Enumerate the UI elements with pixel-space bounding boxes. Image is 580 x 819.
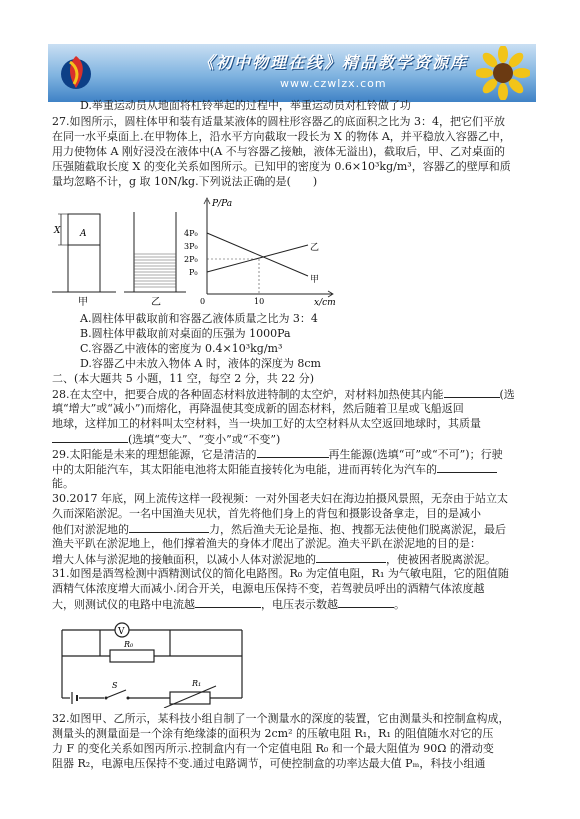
q27-line-5: 量均忽略不计，g 取 10N/kg.下列说法正确的是( ): [52, 175, 318, 188]
q28-line-1: 28.在太空中，把要合成的各种固态材料放进特制的太空炉，对材料加热使其内能 (选: [52, 388, 515, 401]
x-tick-0: 0: [200, 297, 206, 306]
q31-line-1: 31.如图是酒驾检测中酒精测试仪的简化电路图。R₀ 为定值电阻，R₁ 为气敏电阻，它的阻值随: [52, 567, 509, 580]
q27-line-4: 压强随截取长度 X 的变化关系如图所示。已知甲的密度为 0.6×10³kg/m³，容器乙的壁厚和质: [52, 160, 511, 173]
label-jia: 甲: [78, 297, 88, 308]
y-tick-4p0: 4P₀: [184, 229, 198, 238]
q27-option-a: A.圆柱体甲截取前和容器乙液体质量之比为 3：4: [80, 312, 318, 325]
y-tick-3p0: 3P₀: [184, 242, 198, 251]
q28-line-2: 填“增大”或“减小”)而熔化，再降温使其变成新的固态材料，然后随着卫星或飞船返回: [52, 402, 464, 415]
q31-blank-2: [338, 597, 394, 608]
label-x: X: [54, 226, 61, 236]
q27-option-d: D.容器乙中未放入物体 A 时，液体的深度为 8cm: [80, 357, 321, 370]
cylinder-jia: [68, 214, 100, 292]
section-2-heading: 二、(本大题共 5 小题，11 空，每空 2 分，共 22 分): [52, 372, 315, 385]
q30-line-4: 渔夫平趴在淤泥地上，他们撑着渔夫的身体才爬出了淤泥。渔夫平趴在淤泥地的目的是：: [52, 537, 481, 550]
q29-blank-1: [257, 447, 329, 458]
q27-line-3: 用力使物体 A 刚好浸没在液体中(A 不与容器乙接触，液体无溢出)，截取后，甲、乙对桌面的: [52, 145, 505, 158]
q27-line-1: 27.如图所示，圆柱体甲和装有适量某液体的圆柱形容器乙的底面积之比为 3：4，把它们平放: [52, 115, 505, 128]
switch-label: S: [112, 681, 118, 690]
q31-blank-1: [195, 597, 261, 608]
r0-label: R₀: [124, 640, 134, 649]
q30-blank-1: [129, 522, 209, 533]
x-tick-10: 10: [254, 297, 265, 306]
q32-line-2: 测量头的测量面是一个涂有绝缘漆的面积为 2cm² 的压敏电阻 R₁，R₁ 的阻值随水对它的压: [52, 727, 494, 740]
q27-line-2: 在同一水平桌面上.在甲物体上，沿水平方向截取一段长为 X 的物体 A，并平稳放入容器乙中，: [52, 130, 511, 143]
banner-title: 《初中物理在线》精品教学资源库: [198, 53, 469, 72]
q27-option-c: C.容器乙中液体的密度为 0.4×10³kg/m³: [80, 342, 283, 355]
q28-blank-2: [52, 432, 128, 443]
q29-line-2: 中的太阳能汽车，其太阳能电池将太阳能直接转化为电能，进而再转化为汽车的: [52, 462, 542, 477]
q30-line-2: 久而深陷淤泥。一名中国渔夫见状，首先将他们身上的背包和摄影设备拿走，目的是减小: [52, 507, 481, 520]
q28-line-4: (选填“变大”、“变小”或“不变”): [52, 432, 542, 447]
line-label-yi: 乙: [310, 243, 320, 253]
r1-label: R₁: [192, 679, 202, 688]
header-banner: [48, 44, 536, 102]
q31-line-3: 大，则测试仪的电路中电流越 ，电压表示数越 。: [52, 598, 405, 611]
y-tick-2p0: 2P₀: [184, 255, 198, 264]
q27-option-b: B.圆柱体甲截取前对桌面的压强为 1000Pa: [80, 327, 291, 340]
q30-line-3: 他们对淤泥地的 力，然后渔夫无论是拖、抱、拽都无法使他们脱离淤泥，最后: [52, 523, 506, 536]
line-jia: [207, 233, 308, 276]
label-a: A: [80, 229, 87, 239]
resistor-r0: [110, 650, 154, 662]
q29-line-3: 能。: [52, 477, 74, 490]
q26-option-d: D.举重运动员从地面将杠铃举起的过程中，举重运动员对杠铃做了功: [80, 99, 411, 112]
x-axis-label: x/cm: [314, 298, 336, 308]
q32-line-4: 阻器 R₂，电源电压保持不变.通过电路调节，可使控制盒的功率达最大值 Pₘ，科技小组通: [52, 757, 486, 770]
voltmeter-label: V: [118, 627, 125, 637]
alcohol-tester-circuit: [60, 612, 250, 708]
switch-icon: [106, 690, 126, 698]
q30-line-5: 增大人体与淤泥地的接触面积，以减小人体对淤泥地的 ，使被困者脱离淤泥。: [52, 553, 496, 566]
q32-line-3: 力 F 的变化关系如图丙所示.控制盒内有一个定值电阻 R₀ 和一个最大阻值为 90Ω 的滑动变: [52, 742, 494, 755]
container-yi: [134, 212, 176, 292]
q31-line-2: 酒精气体浓度增大而减小.闭合开关，电源电压保持不变，若驾驶员呼出的酒精气体浓度越: [52, 582, 485, 595]
label-yi: 乙: [151, 297, 161, 308]
q30-blank-2: [316, 552, 386, 563]
q30-line-1: 30.2017 年底，网上流传这样一段视频：一对外国老夫妇在海边拍摄风景照，无奈由于站立太: [52, 492, 508, 505]
resistor-r1: [170, 692, 210, 704]
q28-blank-1: [444, 387, 500, 398]
banner-url: www.czwlzx.com: [280, 77, 387, 90]
q29-line-1: 29.太阳能是未来的理想能源，它是清洁的 再生能源(选填“可”或“不可”)；行驶: [52, 448, 503, 461]
q29-blank-2: [437, 462, 497, 473]
logo-icon: [56, 52, 96, 92]
q28-line-3: 地球，这样加工的材料叫太空材料，当一块加工好的太空材料从太空返回地球时，其质量: [52, 417, 481, 430]
line-label-jia: 甲: [310, 275, 320, 285]
q27-figure: [52, 192, 342, 310]
y-axis-label: P/Pa: [212, 199, 233, 209]
q32-line-1: 32.如图甲、乙所示，某科技小组自制了一个测量水的深度的装置，它由测量头和控制盒构成，: [52, 712, 510, 725]
sunflower-icon: [476, 46, 530, 100]
y-tick-p0: P₀: [189, 268, 198, 277]
line-yi: [207, 245, 308, 272]
